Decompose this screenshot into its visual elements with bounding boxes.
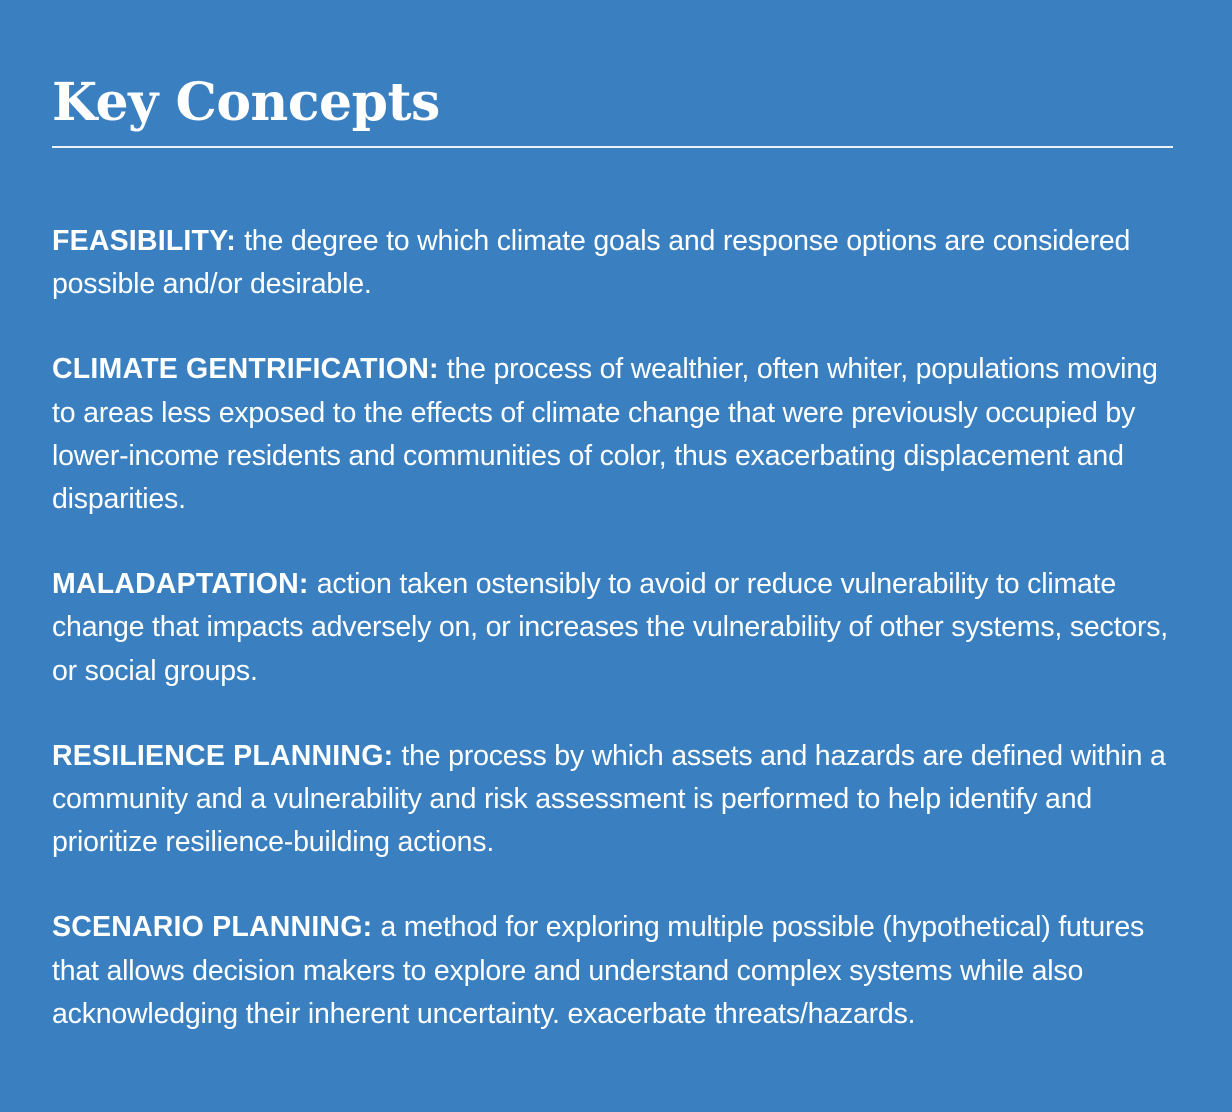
concept-feasibility xyxy=(52,220,1173,306)
concept-definition: the degree to which climate goals and response options are considered possible and/or desirable. xyxy=(52,225,1131,301)
concept-term: CLIMATE GENTRIFICATION: xyxy=(52,353,439,386)
concept-term: MALADAPTATION: xyxy=(52,568,309,601)
concept-term: FEASIBILITY: xyxy=(52,225,236,257)
concept-maladaptation xyxy=(52,563,1173,693)
concept-term: RESILIENCE PLANNING: xyxy=(52,739,394,772)
concept-definition: a method for exploring multiple possible (hypothetical) futures that allows decision makers to explore and understand complex systems while also acknowledging their inherent uncertainty. exacerbate threats/hazards. xyxy=(52,911,1145,1030)
page-title: Key Concepts xyxy=(52,72,440,133)
concept-definition: the process of wealthier, often whiter, populations moving to areas less exposed to the effects of climate change that were previously occupied by lower-income residents and communities of color, thus exacerbating displacement and disparities. xyxy=(52,353,1158,516)
title-divider xyxy=(52,146,1173,148)
concept-list xyxy=(52,220,1173,1036)
concept-resilience-planning xyxy=(52,735,1173,865)
concept-definition: the process by which assets and hazards are defined within a community and a vulnerability and risk assessment is performed to help identify and prioritize resilience-building actions. xyxy=(52,739,1166,859)
concept-scenario-planning xyxy=(52,906,1173,1036)
concept-climate-gentrification xyxy=(52,348,1173,521)
concept-definition: action taken ostensibly to avoid or reduce vulnerability to climate change that impacts adversely on, or increases the vulnerability of other systems, sectors, or social groups. xyxy=(52,568,1168,687)
concept-term: SCENARIO PLANNING: xyxy=(52,911,373,944)
